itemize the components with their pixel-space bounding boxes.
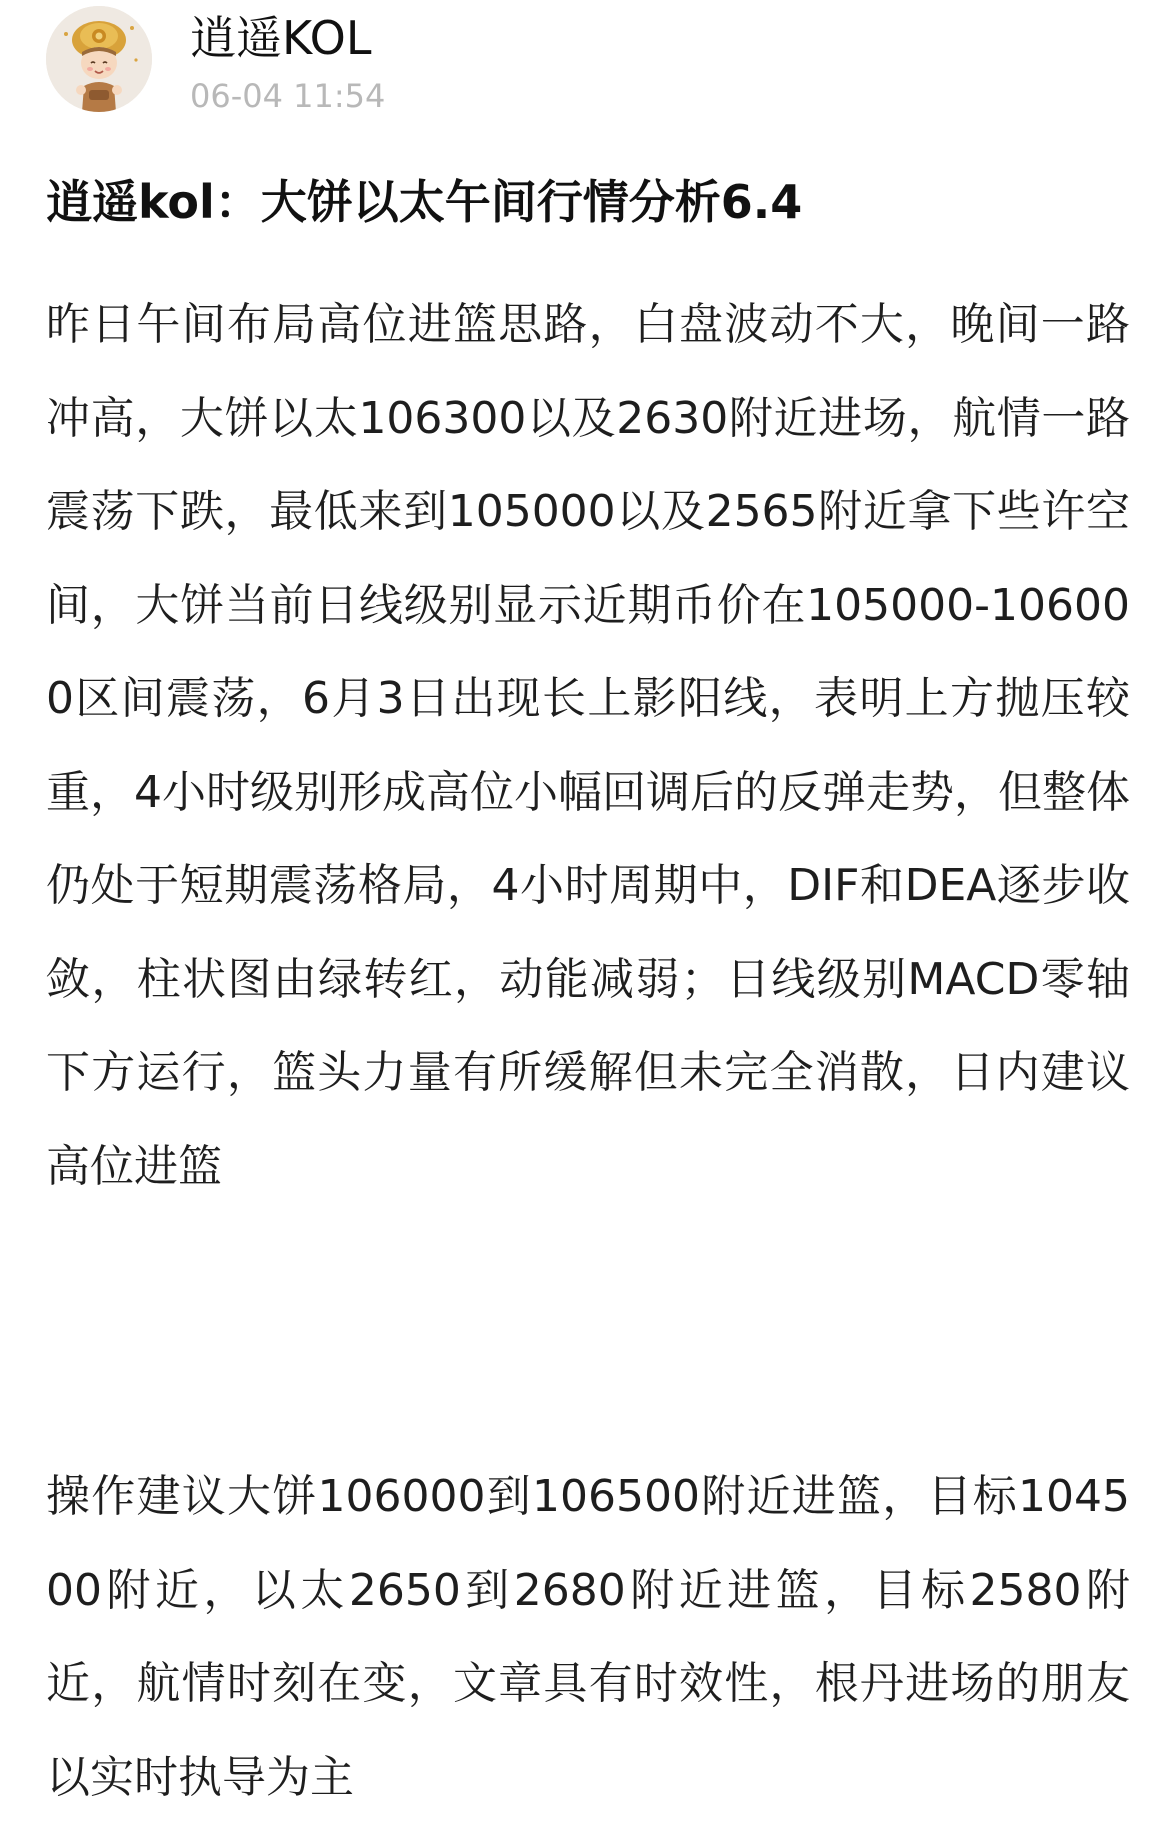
post-timestamp: 06-04 11:54	[190, 77, 386, 115]
post-title: 逍遥kol：大饼以太午间行情分析6.4	[46, 175, 803, 229]
post-header	[46, 4, 1126, 116]
post-paragraph-analysis: 昨日午间布局高位进篮思路，白盘波动不大，晚间一路冲高，大饼以太106300以及2630附近进场，航情一路震荡下跌，最低来到105000以及2565附近拿下些许空间，大饼当前日线级别显示近期币价在105000-106000区间震荡，6月3日出现长上影阳线，表明上方抛压较重，4小时级别形成高位小幅回调后的反弹走势，但整体仍处于短期震荡格局，4小时周期中，DIF和DEA逐步收敛，柱状图由绿转红，动能减弱；日线级别MACD零轴下方运行，篮头力量有所缓解但未完全消散，日内建议高位进篮	[46, 299, 1130, 1192]
cartoon-boy-avatar-icon	[46, 6, 152, 112]
author-name[interactable]: 逍遥KOL	[190, 11, 372, 65]
post-paragraph-operation: 操作建议大饼106000到106500附近进篮，目标104500附近，以太2650到2680附近进篮，目标2580附近，航情时刻在变，文章具有时效性，根丹进场的朋友以实时执导为主	[46, 1471, 1130, 1803]
author-avatar[interactable]	[46, 6, 152, 112]
